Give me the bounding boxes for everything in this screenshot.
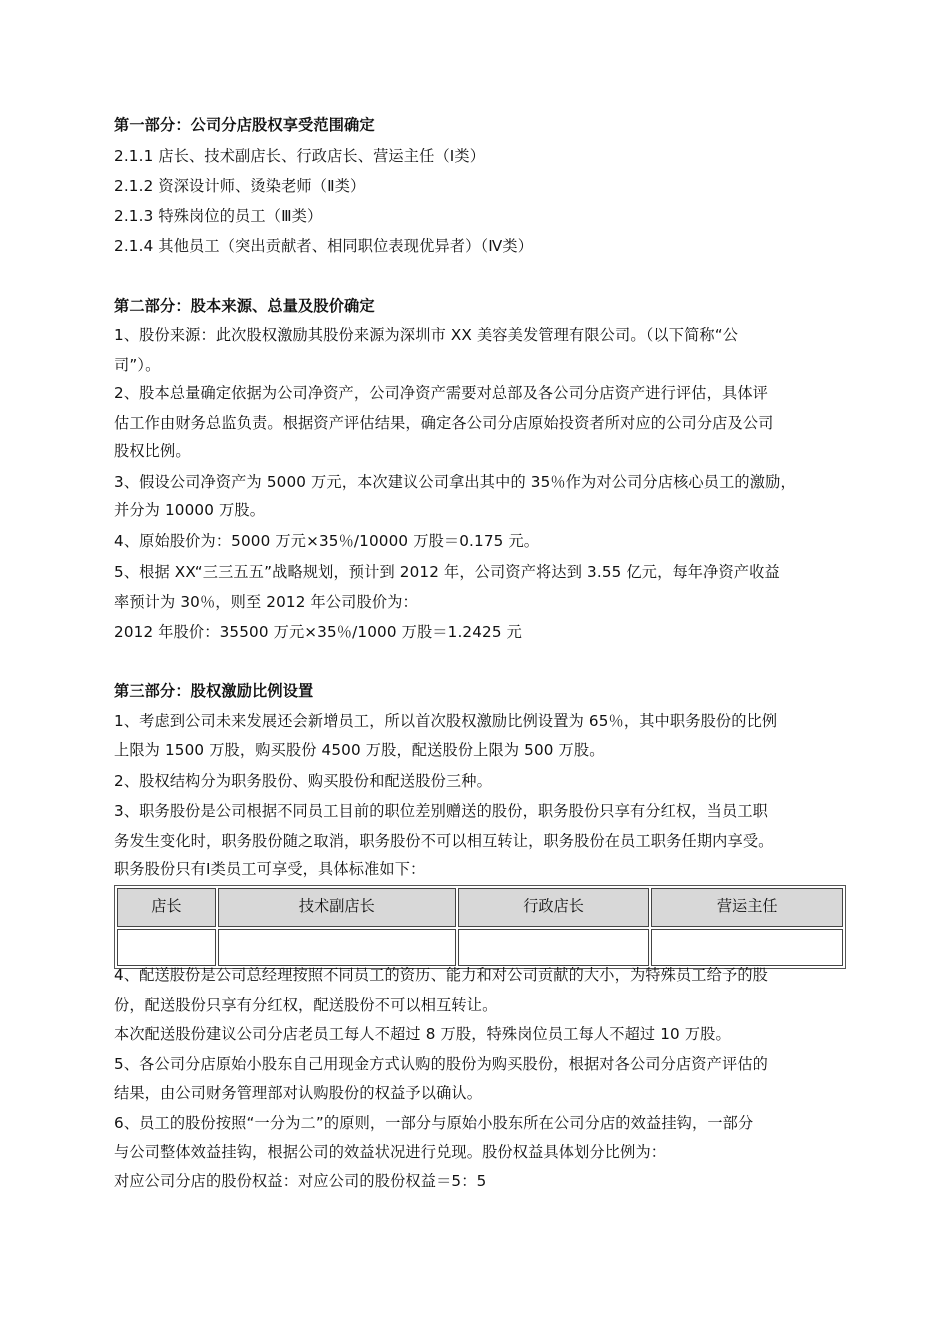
paragraph-line: 本次配送股份建议公司分店老员工每人不超过 8 万股，特殊岗位员工每人不超过 10 万股。 xyxy=(114,1025,731,1043)
paragraph-line: 6、员工的股份按照“一分为二”的原则，一部分与原始小股东所在公司分店的效益挂钩，一部分 xyxy=(114,1114,754,1132)
paragraph-line: 1、股份来源：此次股权激励其股份来源为深圳市 XX 美容美发管理有限公司。（以下简称“公 xyxy=(114,326,739,344)
table-cell xyxy=(117,929,216,966)
paragraph-line: 率预计为 30％，则至 2012 年公司股价为： xyxy=(114,593,418,611)
paragraph-line: 股权比例。 xyxy=(114,442,191,460)
paragraph-line: 1、考虑到公司未来发展还会新增员工，所以首次股权激励比例设置为 65％，其中职务股份的比例 xyxy=(114,712,778,730)
paragraph-line: 结果，由公司财务管理部对认购股份的权益予以确认。 xyxy=(114,1084,483,1102)
paragraph-line: 2.1.3 特殊岗位的员工（Ⅲ类） xyxy=(114,207,323,225)
paragraph-line: 2、股本总量确定依据为公司净资产，公司净资产需要对总部及各公司分店资产进行评估，具体评 xyxy=(114,384,768,402)
section-2-heading: 第二部分：股本来源、总量及股价确定 xyxy=(114,297,375,315)
paragraph-line: 职务股份只有Ⅰ类员工可享受，具体标准如下： xyxy=(114,860,426,878)
table-cell xyxy=(458,929,650,966)
paragraph-line: 上限为 1500 万股，购买股份 4500 万股，配送股份上限为 500 万股。 xyxy=(114,741,605,759)
paragraph-line: 2、股权结构分为职务股份、购买股份和配送股份三种。 xyxy=(114,772,492,790)
paragraph-line: 2.1.1 店长、技术副店长、行政店长、营运主任（Ⅰ类） xyxy=(114,147,486,165)
paragraph-line: 4、原始股价为：5000 万元×35％/10000 万股＝0.175 元。 xyxy=(114,532,540,550)
paragraph-line: 5、各公司分店原始小股东自己用现金方式认购的股份为购买股份，根据对各公司分店资产评估的 xyxy=(114,1055,768,1073)
table-cell xyxy=(651,929,843,966)
position-shares-table xyxy=(114,885,846,969)
paragraph-line: 2.1.4 其他员工（突出贡献者、相同职位表现优异者）（Ⅳ类） xyxy=(114,237,534,255)
paragraph-line: 对应公司分店的股份权益：对应公司的股份权益＝5：5 xyxy=(114,1172,487,1190)
table-header-row xyxy=(117,888,843,927)
paragraph-line: 2.1.2 资深设计师、烫染老师（Ⅱ类） xyxy=(114,177,366,195)
table-header-cell: 营运主任 xyxy=(651,888,843,927)
paragraph-line: 份，配送股份只享有分红权，配送股份不可以相互转让。 xyxy=(114,996,498,1014)
section-3-heading: 第三部分：股权激励比例设置 xyxy=(114,682,314,700)
table-header-cell: 行政店长 xyxy=(458,888,650,927)
table-header-cell: 技术副店长 xyxy=(218,888,456,927)
paragraph-line: 估工作由财务总监负责。根据资产评估结果，确定各公司分店原始投资者所对应的公司分店及公司 xyxy=(114,414,774,432)
paragraph-line: 5、根据 XX“三三五五”战略规划，预计到 2012 年，公司资产将达到 3.55 亿元，每年净资产收益 xyxy=(114,563,780,581)
paragraph-line: 3、职务股份是公司根据不同员工目前的职位差别赠送的股份，职务股份只享有分红权，当员工职 xyxy=(114,802,768,820)
table-header-cell: 店长 xyxy=(117,888,216,927)
section-1-heading: 第一部分：公司分店股权享受范围确定 xyxy=(114,116,375,134)
paragraph-line: 并分为 10000 万股。 xyxy=(114,501,266,519)
paragraph-line: 务发生变化时，职务股份随之取消，职务股份不可以相互转让，职务股份在员工职务任期内享受。 xyxy=(114,832,774,850)
paragraph-line: 与公司整体效益挂钩，根据公司的效益状况进行兑现。股份权益具体划分比例为： xyxy=(114,1143,667,1161)
paragraph-line: 4、配送股份是公司总经理按照不同员工的资历、能力和对公司贡献的大小，为特殊员工给予的股 xyxy=(114,966,768,984)
table-row xyxy=(117,929,843,966)
paragraph-line: 司”）。 xyxy=(114,356,161,374)
paragraph-line: 3、假设公司净资产为 5000 万元，本次建议公司拿出其中的 35％作为对公司分店核心员工的激励， xyxy=(114,473,796,491)
paragraph-line: 2012 年股价：35500 万元×35％/1000 万股＝1.2425 元 xyxy=(114,623,522,641)
table-cell xyxy=(218,929,456,966)
